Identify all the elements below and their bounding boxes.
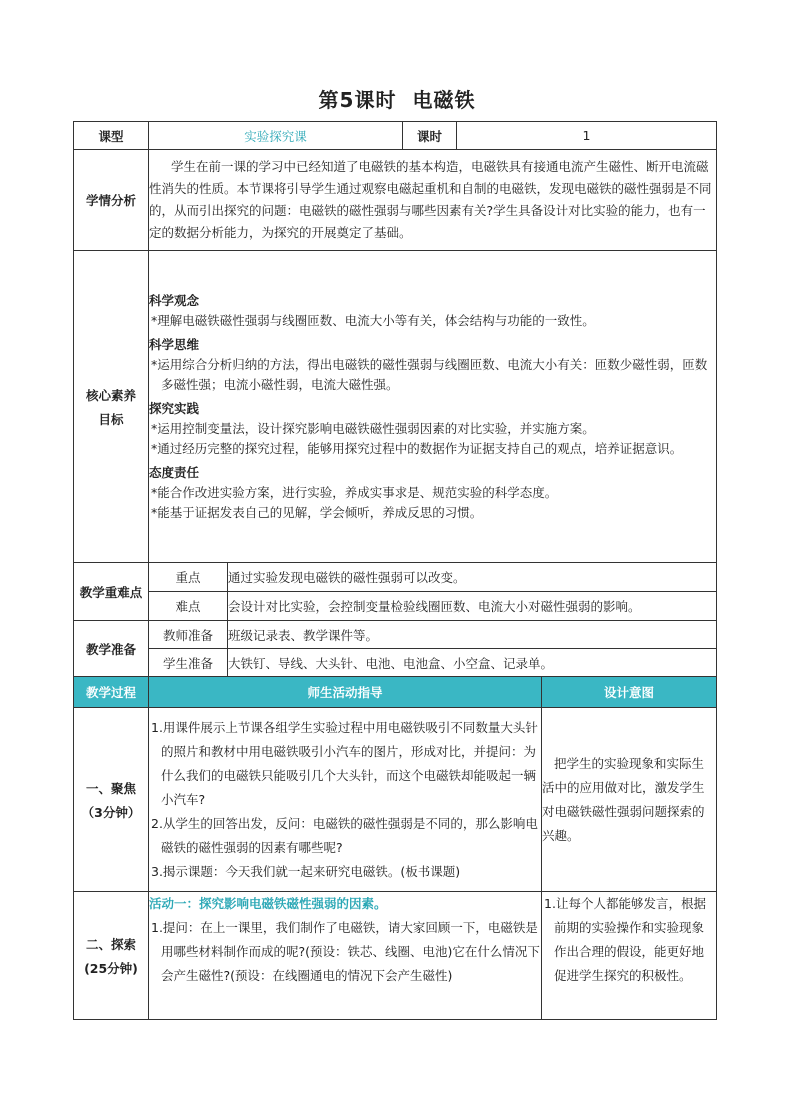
- core-content: [149, 251, 717, 563]
- process-header-col1: 教学过程: [74, 677, 149, 708]
- core-section-title: 科学思维: [149, 336, 200, 352]
- analysis-row: [74, 150, 717, 251]
- stage1-name: 一、聚焦: [85, 780, 136, 796]
- process-header-col2: 师生活动指导: [149, 677, 542, 708]
- lesson-number: 第5课时: [318, 88, 397, 112]
- student-prep-row: [74, 649, 717, 677]
- core-item: *通过经历完整的探究过程，能够用探究过程中的数据作为证据支持自己的观点，培养证据意识。: [151, 440, 683, 456]
- page-title: [0, 84, 794, 113]
- process-header: [74, 677, 717, 708]
- keypoints-label: 教学重难点: [74, 563, 149, 621]
- guide-item: 3.揭示课题：今天我们就一起来研究电磁铁。(板书课题): [151, 863, 461, 879]
- intent-item: 1.让每个人都能够发言，根据前期的实验操作和实验现象作出合理的假设，能更好地促进学生探究的积极性。: [544, 896, 706, 983]
- stage2-guide: [149, 892, 542, 1020]
- stage2-name: 二、探索: [85, 936, 136, 952]
- core-item: *理解电磁铁磁性强弱与线圈匝数、电流大小等有关，体会结构与功能的一致性。: [151, 312, 595, 328]
- stage1-guide: [149, 708, 542, 892]
- core-item: *能合作改进实验方案，进行实验，养成实事求是、规范实验的科学态度。: [151, 484, 558, 500]
- info-row: [74, 122, 717, 150]
- core-item: *能基于证据发表自己的见解，学会倾听，养成反思的习惯。: [151, 504, 483, 520]
- core-item: *运用综合分析归纳的方法，得出电磁铁的磁性强弱与线圈匝数、电流大小有关：匝数少磁性弱，匝数多磁性强；电流小磁性弱，电流大磁性强。: [151, 356, 708, 392]
- core-section-title: 科学观念: [149, 292, 200, 308]
- stage1-label: [74, 708, 149, 892]
- stage2-label: [74, 892, 149, 1020]
- core-section-title: 态度责任: [149, 464, 200, 480]
- difficulty-row: [74, 592, 717, 621]
- keypoint-row: [74, 563, 717, 592]
- prep-label: 教学准备: [74, 621, 149, 677]
- student-prep-label: 学生准备: [149, 649, 228, 677]
- key-text: 通过实验发现电磁铁的磁性强弱可以改变。: [228, 563, 717, 592]
- teacher-prep-label: 教师准备: [149, 621, 228, 649]
- student-prep-text: 大铁钉、导线、大头针、电池、电池盒、小空盒、记录单。: [228, 649, 717, 677]
- stage2-row: [74, 892, 717, 1020]
- key-label: 重点: [149, 563, 228, 592]
- stage2-intent: [542, 892, 717, 1020]
- core-label: [74, 251, 149, 563]
- stage1-time: （3分钟）: [81, 804, 141, 820]
- guide-item: 1.提问：在上一课里，我们制作了电磁铁，请大家回顾一下，电磁铁是用哪些材料制作而成的呢?(预设：铁芯、线圈、电池)它在什么情况下会产生磁性?(预设：在线圈通电的情况下会产生磁性): [151, 920, 540, 983]
- diff-text: 会设计对比实验，会控制变量检验线圈匝数、电流大小对磁性强弱的影响。: [228, 592, 717, 621]
- core-label-line2: 目标: [98, 411, 124, 427]
- diff-label: 难点: [149, 592, 228, 621]
- guide-item: 2.从学生的回答出发，反问：电磁铁的磁性强弱是不同的，那么影响电磁铁的磁性强弱的因素有哪些呢?: [151, 815, 538, 855]
- analysis-text: 学生在前一课的学习中已经知道了电磁铁的基本构造，电磁铁具有接通电流产生磁性、断开电流磁性消失的性质。本节课将引导学生通过观察电磁起重机和自制的电磁铁，发现电磁铁的磁性强弱是不同的，从而引出探究的问题：电磁铁的磁性强弱与哪些因素有关?学生具备设计对比实验的能力，也有一定的数据分析能力，为探究的开展奠定了基础。: [149, 150, 717, 251]
- process-header-col3: 设计意图: [542, 677, 717, 708]
- stage1-intent: 把学生的实验现象和实际生活中的应用做对比，激发学生对电磁铁磁性强弱问题探索的兴趣。: [542, 708, 717, 892]
- hours-value: 1: [457, 122, 717, 150]
- core-row: [74, 251, 717, 563]
- lesson-topic: 电磁铁: [412, 88, 476, 112]
- stage1-row: [74, 708, 717, 892]
- core-section-title: 探究实践: [149, 400, 200, 416]
- type-value: 实验探究课: [149, 122, 403, 150]
- analysis-label: 学情分析: [74, 150, 149, 251]
- hours-label: 课时: [403, 122, 457, 150]
- activity-title: 活动一：探究影响电磁铁磁性强弱的因素。: [149, 896, 387, 911]
- type-label: 课型: [74, 122, 149, 150]
- guide-item: 1.用课件展示上节课各组学生实验过程中用电磁铁吸引不同数量大头针的照片和教材中用电磁铁吸引小汽车的图片，形成对比，并提问：为什么我们的电磁铁只能吸引几个大头针，而这个电磁铁却能吸起一辆小汽车?: [151, 719, 538, 807]
- lesson-plan-table: [73, 121, 717, 1020]
- teacher-prep-text: 班级记录表、教学课件等。: [228, 621, 717, 649]
- stage2-time: (25分钟): [84, 960, 138, 976]
- teacher-prep-row: [74, 621, 717, 649]
- core-item: *运用控制变量法，设计探究影响电磁铁磁性强弱因素的对比实验，并实施方案。: [151, 420, 595, 436]
- core-label-line1: 核心素养: [85, 387, 136, 403]
